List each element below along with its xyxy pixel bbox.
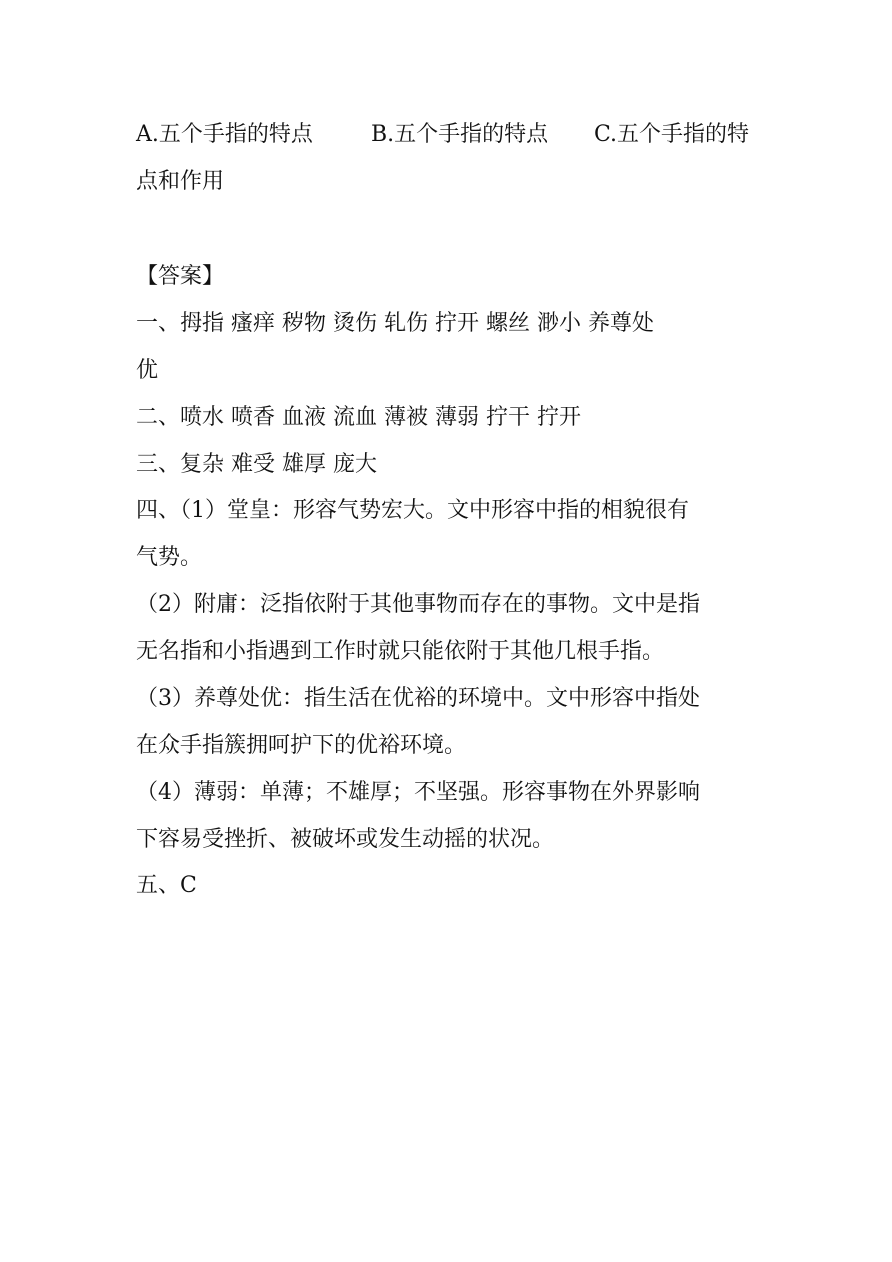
answer-heading: 【答案】 — [136, 264, 225, 289]
answer-line: 二、喷水 喷香 血液 流血 薄被 薄弱 拧干 拧开 — [136, 405, 581, 430]
answer-line: 四、（1）堂皇：形容气势宏大。文中形容中指的相貌很有 — [136, 498, 689, 523]
option-c-continuation: 点和作用 — [136, 169, 225, 194]
answer-line: （4）薄弱：单薄；不雄厚；不坚强。形容事物在外界影响 — [136, 780, 700, 805]
answer-line: （2）附庸：泛指依附于其他事物而存在的事物。文中是指 — [136, 592, 700, 617]
answer-line: 无名指和小指遇到工作时就只能依附于其他几根手指。 — [136, 639, 665, 664]
answer-line: 一、拇指 瘙痒 秽物 烫伤 轧伤 拧开 螺丝 渺小 养尊处 — [136, 311, 654, 336]
answer-line: 优 — [136, 358, 159, 383]
option-b: B.五个手指的特点 — [371, 122, 549, 147]
answer-line: 三、复杂 难受 雄厚 庞大 — [136, 452, 377, 477]
option-a: A.五个手指的特点 — [136, 122, 313, 147]
answer-line: 在众手指簇拥呵护下的优裕环境。 — [136, 733, 467, 758]
answer-line: 气势。 — [136, 545, 203, 570]
answer-line: 五、C — [136, 873, 197, 898]
answer-line: （3）养尊处优：指生活在优裕的环境中。文中形容中指处 — [136, 686, 700, 711]
answer-line: 下容易受挫折、被破坏或发生动摇的状况。 — [136, 827, 555, 852]
option-c: C.五个手指的特 — [594, 122, 750, 147]
options-line — [136, 120, 776, 150]
